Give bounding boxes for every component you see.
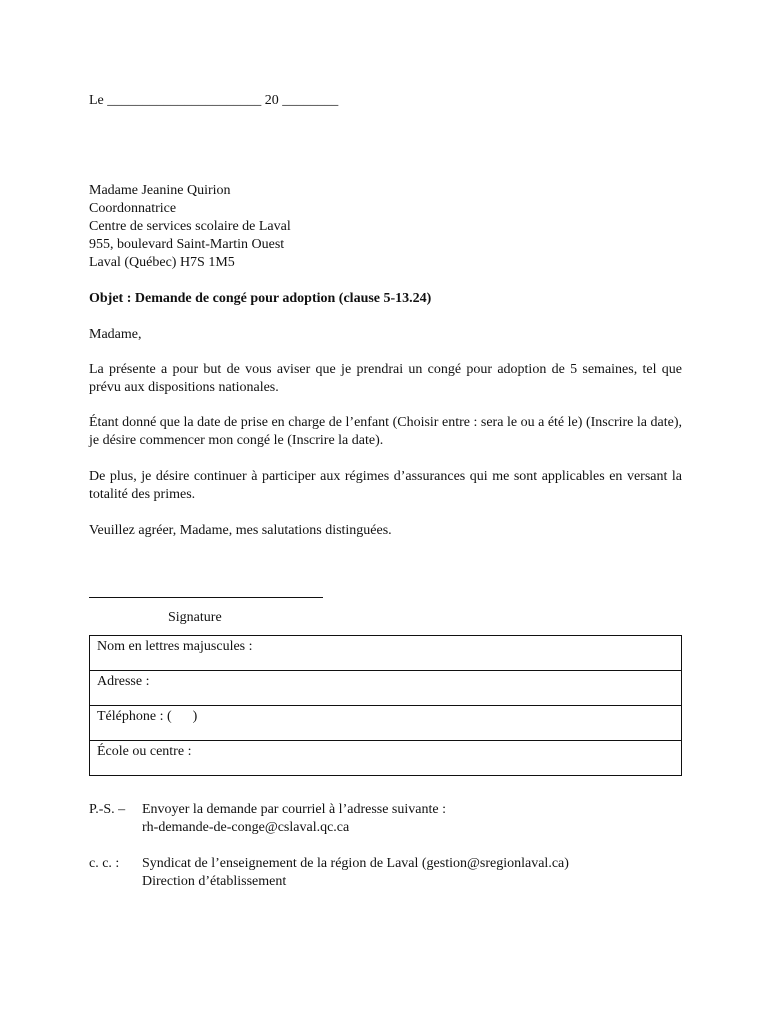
signature-line	[89, 597, 323, 598]
recipient-city: Laval (Québec) H7S 1M5	[89, 255, 235, 270]
cc-line-1: Syndicat de l’enseignement de la région de Laval (gestion@sregionlaval.ca)	[142, 856, 569, 871]
body-paragraph-2: Étant donné que la date de prise en charge de l’enfant (Choisir entre : sera le ou a été le) (Inscrire la date), je désire commencer mon congé le (Inscrire la date).	[89, 415, 682, 448]
name-label: Nom en lettres majuscules :	[97, 639, 253, 654]
address-field[interactable]	[90, 671, 682, 706]
recipient-street: 955, boulevard Saint-Martin Ouest	[89, 237, 285, 252]
name-field[interactable]	[90, 636, 682, 671]
body-paragraph-3: De plus, je désire continuer à participer aux régimes d’assurances qui me sont applicables en versant la totalité des primes.	[89, 469, 682, 502]
phone-field[interactable]	[90, 706, 682, 741]
school-field[interactable]	[90, 741, 682, 776]
cc-line-2: Direction d’établissement	[142, 874, 287, 889]
date-line: Le ______________________ 20 ________	[89, 93, 339, 108]
subject-line: Objet : Demande de congé pour adoption (clause 5-13.24)	[89, 291, 432, 306]
contact-info-table	[89, 635, 682, 776]
table-row	[90, 671, 682, 706]
cc-label: c. c. :	[89, 856, 120, 871]
ps-line-1: Envoyer la demande par courriel à l’adresse suivante :	[142, 802, 446, 817]
recipient-name: Madame Jeanine Quirion	[89, 183, 231, 198]
body-paragraph-1: La présente a pour but de vous aviser que je prendrai un congé pour adoption de 5 semaines, tel que prévu aux dispositions nationales.	[89, 362, 682, 395]
closing-line: Veuillez agréer, Madame, mes salutations distinguées.	[89, 523, 392, 538]
signature-label: Signature	[168, 610, 222, 625]
table-row	[90, 706, 682, 741]
table-row	[90, 636, 682, 671]
address-label: Adresse :	[97, 674, 150, 689]
school-label: École ou centre :	[97, 744, 192, 759]
ps-label: P.-S. –	[89, 802, 126, 817]
salutation: Madame,	[89, 327, 142, 342]
recipient-title: Coordonnatrice	[89, 201, 177, 216]
recipient-organization: Centre de services scolaire de Laval	[89, 219, 291, 234]
phone-label: Téléphone : ( )	[97, 709, 198, 724]
table-row	[90, 741, 682, 776]
ps-email: rh-demande-de-conge@cslaval.qc.ca	[142, 820, 350, 835]
